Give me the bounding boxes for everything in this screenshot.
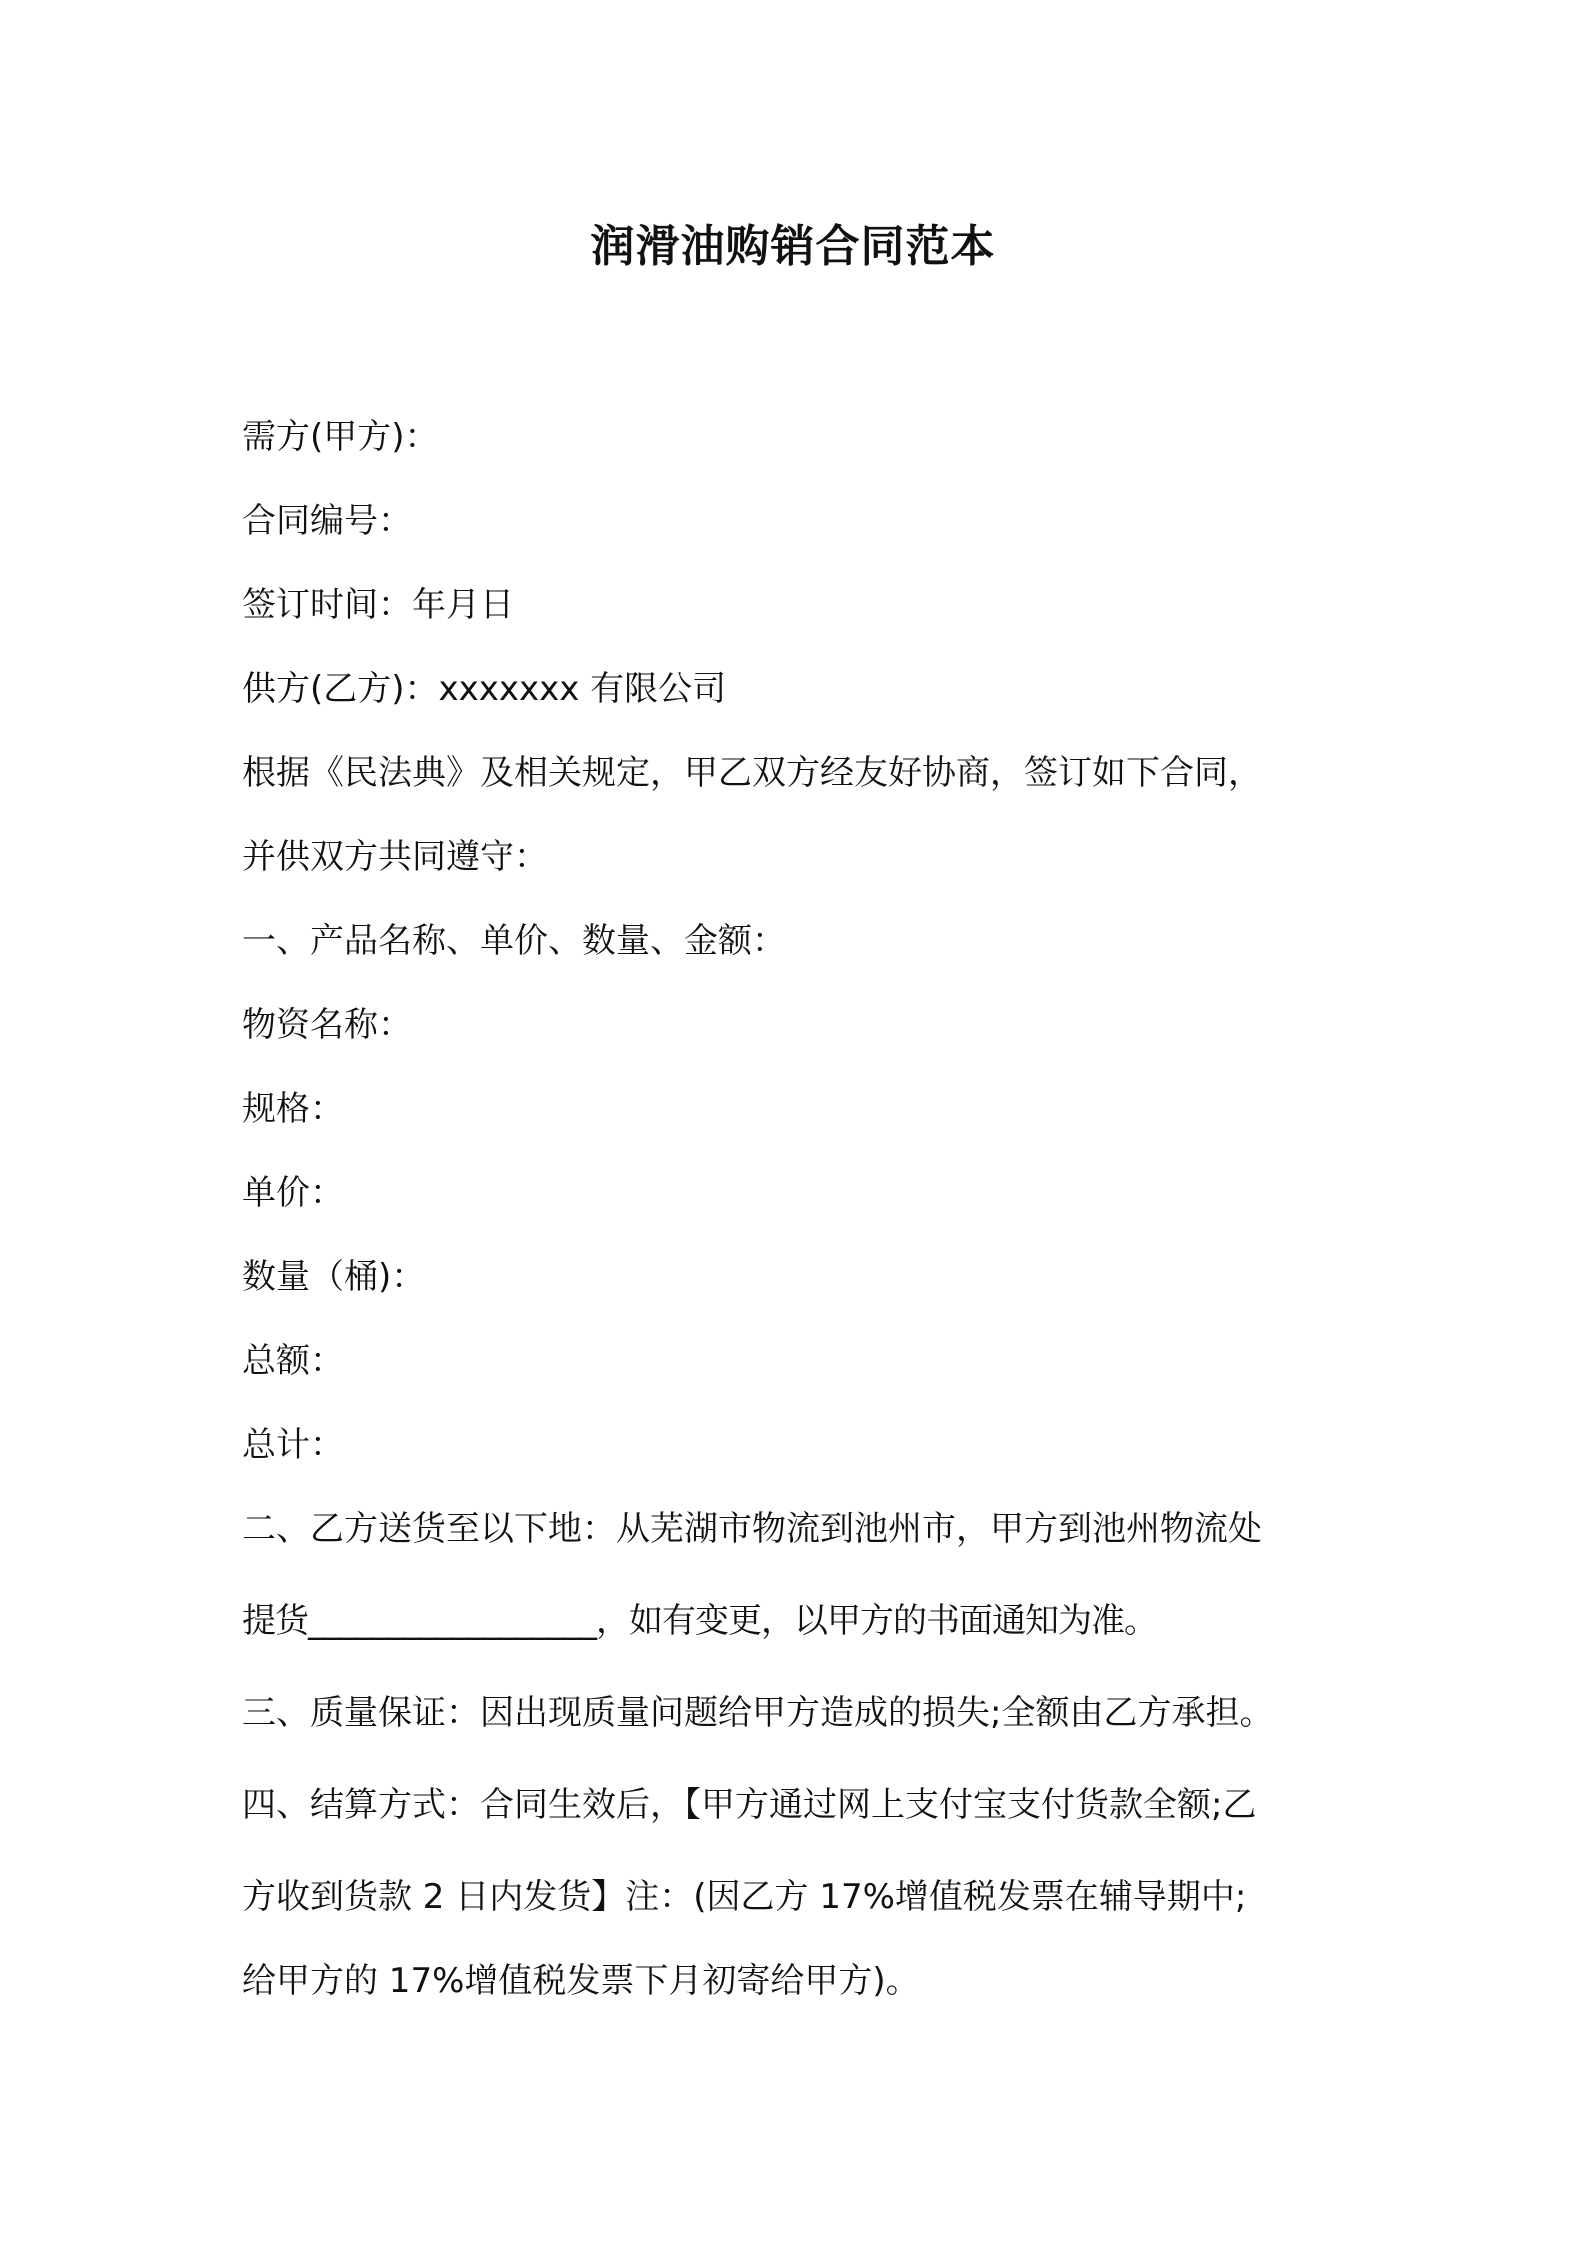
document-title: 润滑油购销合同范本	[590, 221, 996, 272]
section-2-line-2: 提货__________________，如有变更，以甲方的书面通知为准。	[242, 1601, 1157, 1641]
preamble-line-1: 根据《民法典》及相关规定，甲乙双方经友好协商，签订如下合同，	[242, 753, 1262, 793]
quantity-line: 数量（桶)：	[242, 1257, 426, 1297]
material-name-line: 物资名称：	[242, 1005, 412, 1045]
section-4-line-3: 给甲方的 17%增值税发票下月初寄给甲方)。	[242, 1961, 920, 2001]
section-4-line-2: 方收到货款 2 日内发货】注：(因乙方 17%增值税发票在辅导期中;	[242, 1877, 1247, 1917]
section-2-line-1: 二、乙方送货至以下地：从芜湖市物流到池州市，甲方到池州物流处	[242, 1509, 1262, 1549]
grand-total-line: 总计：	[242, 1425, 344, 1465]
contract-body	[242, 395, 1372, 2023]
contract-number-line: 合同编号：	[242, 501, 412, 541]
section-3-line: 三、质量保证：因出现质量问题给甲方造成的损失;全额由乙方承担。	[242, 1693, 1274, 1733]
unit-price-line: 单价：	[242, 1173, 344, 1213]
section-4-line-1: 四、结算方式：合同生效后，【甲方通过网上支付宝支付货款全额;乙	[242, 1785, 1257, 1825]
total-amount-line: 总额：	[242, 1341, 344, 1381]
preamble-line-2: 并供双方共同遵守：	[242, 837, 548, 877]
signing-date-line: 签订时间：年月日	[242, 585, 514, 625]
section-1-heading: 一、产品名称、单价、数量、金额：	[242, 921, 786, 961]
buyer-party-line: 需方(甲方)：	[242, 417, 439, 457]
specification-line: 规格：	[242, 1089, 344, 1129]
supplier-party-line: 供方(乙方)：xxxxxxx 有限公司	[242, 669, 727, 709]
